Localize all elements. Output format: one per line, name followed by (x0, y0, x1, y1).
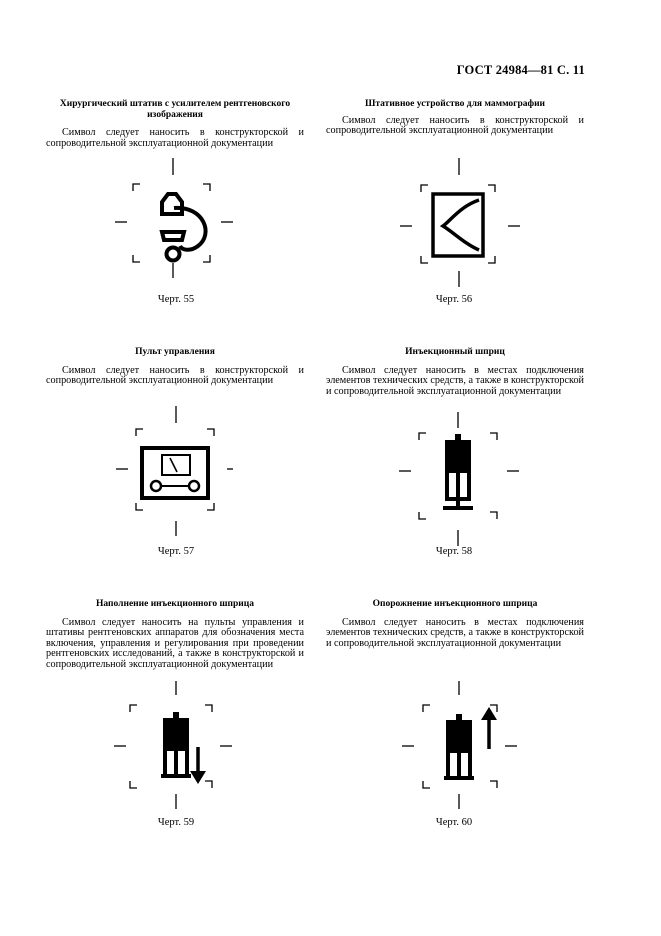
surgical-stand-symbol (110, 158, 240, 278)
page-header: ГОСТ 24984—81 С. 11 (456, 63, 585, 77)
cell-text: Символ следует наносить в конструкторской и сопроводительной эксплуатационной документации (46, 364, 304, 387)
cell-56-mammography-stand (326, 99, 584, 137)
cell-text: Символ следует наносить на пульты управления и штативы рентгеновских аппаратов для обозначения места включения, управления и регулирования при проведении рентгеновских исследований, а также в конструкторской и сопроводительной эксплуатационной документации (46, 616, 304, 670)
cell-60-syringe-emptying (326, 599, 584, 649)
caption: Черт. 57 (157, 546, 195, 557)
mammography-icon (395, 158, 525, 288)
arrow-down-icon (190, 747, 206, 784)
control-panel-symbol (110, 406, 240, 536)
surgical-stand-icon (110, 158, 240, 278)
syringe-filling-symbol (110, 681, 240, 816)
syringe-icon (395, 412, 525, 547)
caption: Черт. 56 (435, 294, 473, 305)
caption: Черт. 60 (435, 817, 473, 828)
cell-58-injection-syringe (326, 347, 584, 397)
arrow-up-icon (481, 707, 497, 749)
injection-syringe-symbol (395, 412, 525, 547)
cell-text: Символ следует наносить в конструкторской и сопроводительной эксплуатационной документации (326, 114, 584, 137)
cell-title: Инъекционный шприц (405, 347, 505, 357)
cell-title: Хирургический штатив с усилителем рентгеновского изображения (59, 99, 291, 120)
syringe-emptying-icon (395, 681, 525, 816)
syringe-emptying-symbol (395, 681, 525, 816)
cell-59-syringe-filling (46, 599, 304, 670)
cell-title: Штативное устройство для маммографии (364, 99, 546, 109)
caption: Черт. 55 (157, 294, 195, 305)
cell-55-surgical-stand (46, 99, 304, 149)
caption: Черт. 58 (435, 546, 473, 557)
cell-text: Символ следует наносить в конструкторской и сопроводительной эксплуатационной документации (46, 127, 304, 149)
cell-text: Символ следует наносить в местах подключения элементов технических средств, а также в конструкторской и сопроводительной эксплуатационной документации (326, 364, 584, 397)
mammography-stand-symbol (395, 158, 525, 288)
cell-title: Опорожнение инъекционного шприца (372, 599, 538, 609)
caption: Черт. 59 (157, 817, 195, 828)
cell-57-control-panel (46, 347, 304, 387)
cell-title: Наполнение инъекционного шприца (96, 599, 254, 609)
control-panel-icon (110, 406, 240, 536)
cell-title: Пульт управления (135, 347, 215, 357)
cell-text: Символ следует наносить в местах подключения элементов технических средств, а также в конструкторской и сопроводительной эксплуатационной документации (326, 616, 584, 649)
syringe-filling-icon (110, 681, 240, 816)
